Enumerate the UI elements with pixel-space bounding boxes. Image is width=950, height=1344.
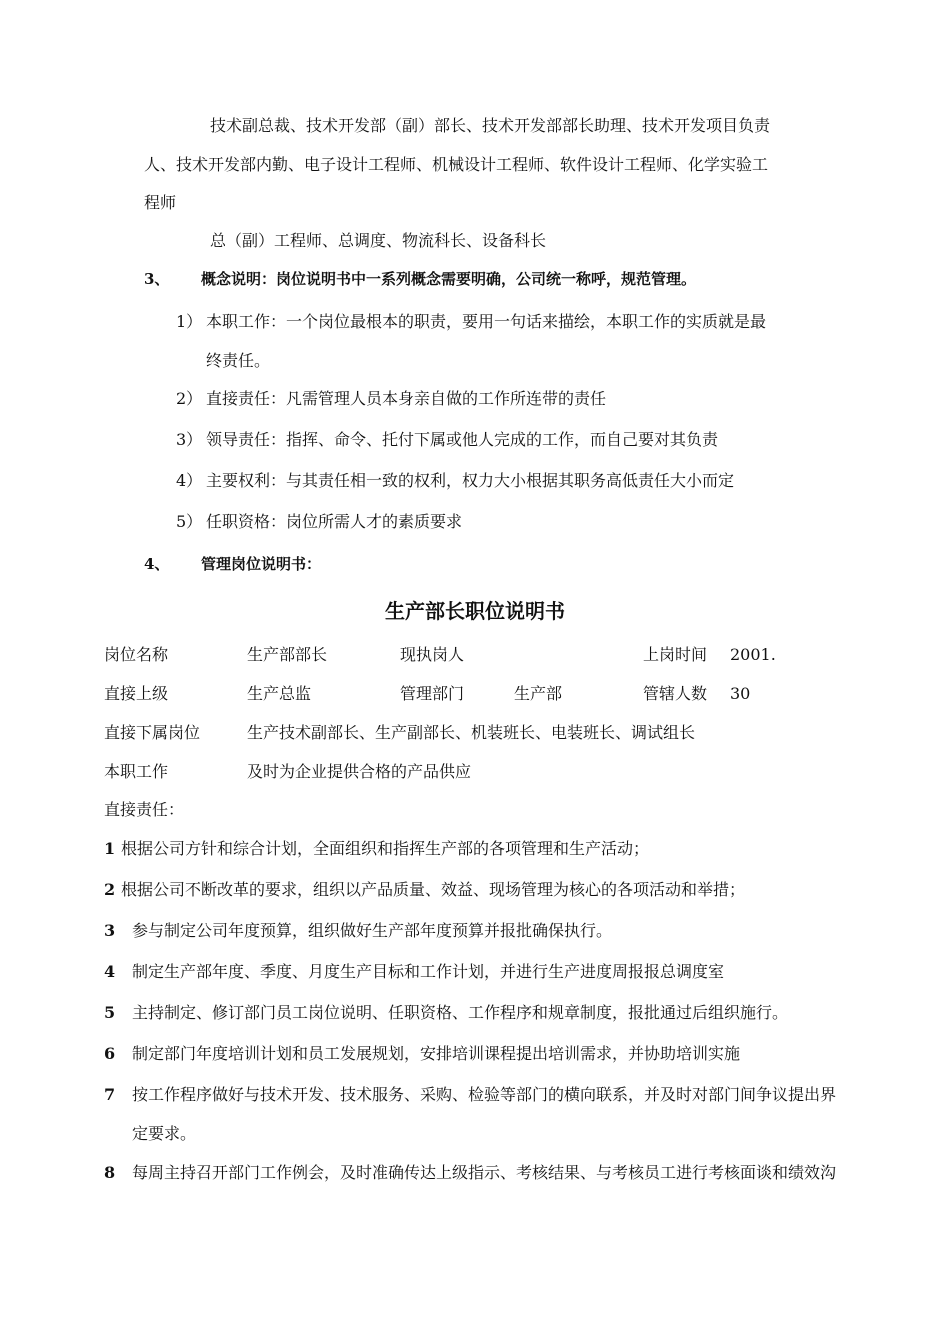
duty-number: 3 xyxy=(104,921,116,940)
info-label: 直接责任： xyxy=(104,800,185,819)
info-label: 管理部门 xyxy=(400,684,465,703)
info-label: 管辖人数 xyxy=(643,684,708,703)
duty-text: 根据公司方针和综合计划，全面组织和指挥生产部的各项管理和生产活动； xyxy=(121,839,650,858)
section-number: 3、 xyxy=(144,270,170,288)
info-value: 生产部部长 xyxy=(247,645,328,664)
duty-number: 7 xyxy=(104,1085,116,1104)
duty-number: 2 xyxy=(104,880,116,899)
section-heading: 概念说明：岗位说明书中一系列概念需要明确，公司统一称呼，规范管理。 xyxy=(201,270,697,288)
intro-line: 总（副）工程师、总调度、物流科长、设备科长 xyxy=(210,231,547,250)
info-value: 生产总监 xyxy=(247,684,312,703)
concept-item-num: 5） xyxy=(176,512,203,531)
concept-item-text: 主要权利：与其责任相一致的权利，权力大小根据其职务高低责任大小而定 xyxy=(206,471,735,490)
intro-line: 人、技术开发部内勤、电子设计工程师、机械设计工程师、软件设计工程师、化学实验工 xyxy=(144,155,769,174)
info-label: 直接上级 xyxy=(104,684,169,703)
duty-number: 5 xyxy=(104,1003,116,1022)
concept-item-cont: 终责任。 xyxy=(206,351,271,370)
duty-text: 制定部门年度培训计划和员工发展规划，安排培训课程提出培训需求，并协助培训实施 xyxy=(132,1044,741,1063)
duty-text: 主持制定、修订部门员工岗位说明、任职资格、工作程序和规章制度，报批通过后组织施行。 xyxy=(132,1003,789,1022)
info-value: 2001. xyxy=(730,645,776,664)
duty-text: 参与制定公司年度预算，组织做好生产部年度预算并报批确保执行。 xyxy=(132,921,613,940)
info-label: 上岗时间 xyxy=(643,645,708,664)
section-heading: 管理岗位说明书： xyxy=(201,555,322,573)
info-value: 生产部 xyxy=(514,684,563,703)
info-label: 现执岗人 xyxy=(400,645,465,664)
duty-text: 根据公司不断改革的要求，组织以产品质量、效益、现场管理为核心的各项活动和举措； xyxy=(121,880,746,899)
concept-item-num: 4） xyxy=(176,471,203,490)
info-value: 30 xyxy=(730,684,751,703)
info-value: 生产技术副部长、生产副部长、机装班长、电装班长、调试组长 xyxy=(247,723,696,742)
duty-number: 6 xyxy=(104,1044,116,1063)
intro-line: 技术副总裁、技术开发部（副）部长、技术开发部部长助理、技术开发项目负责 xyxy=(210,116,771,135)
concept-item-text: 领导责任：指挥、命令、托付下属或他人完成的工作，而自己要对其负责 xyxy=(206,430,719,449)
duty-text: 按工作程序做好与技术开发、技术服务、采购、检验等部门的横向联系，并及时对部门间争议提出界 xyxy=(132,1085,837,1104)
concept-item-num: 2） xyxy=(176,389,203,408)
duty-text: 每周主持召开部门工作例会，及时准确传达上级指示、考核结果、与考核员工进行考核面谈和绩效沟 xyxy=(132,1163,837,1182)
duty-number: 8 xyxy=(104,1163,116,1182)
info-label: 本职工作 xyxy=(104,762,169,781)
duty-text: 制定生产部年度、季度、月度生产目标和工作计划，并进行生产进度周报报总调度室 xyxy=(132,962,725,981)
duty-number: 4 xyxy=(104,962,116,981)
concept-item-text: 任职资格：岗位所需人才的素质要求 xyxy=(206,512,463,531)
info-value: 及时为企业提供合格的产品供应 xyxy=(247,762,472,781)
info-label: 直接下属岗位 xyxy=(104,723,201,742)
section-number: 4、 xyxy=(144,555,170,573)
document-title: 生产部长职位说明书 xyxy=(385,599,565,623)
info-label: 岗位名称 xyxy=(104,645,169,664)
concept-item-text: 直接责任：凡需管理人员本身亲自做的工作所连带的责任 xyxy=(206,389,607,408)
concept-item-num: 3） xyxy=(176,430,203,449)
duty-number: 1 xyxy=(104,839,116,858)
intro-line: 程师 xyxy=(144,193,177,212)
concept-item-num: 1） xyxy=(176,312,203,331)
duty-text-cont: 定要求。 xyxy=(132,1124,197,1143)
concept-item-text: 本职工作：一个岗位最根本的职责，要用一句话来描绘，本职工作的实质就是最 xyxy=(206,312,767,331)
